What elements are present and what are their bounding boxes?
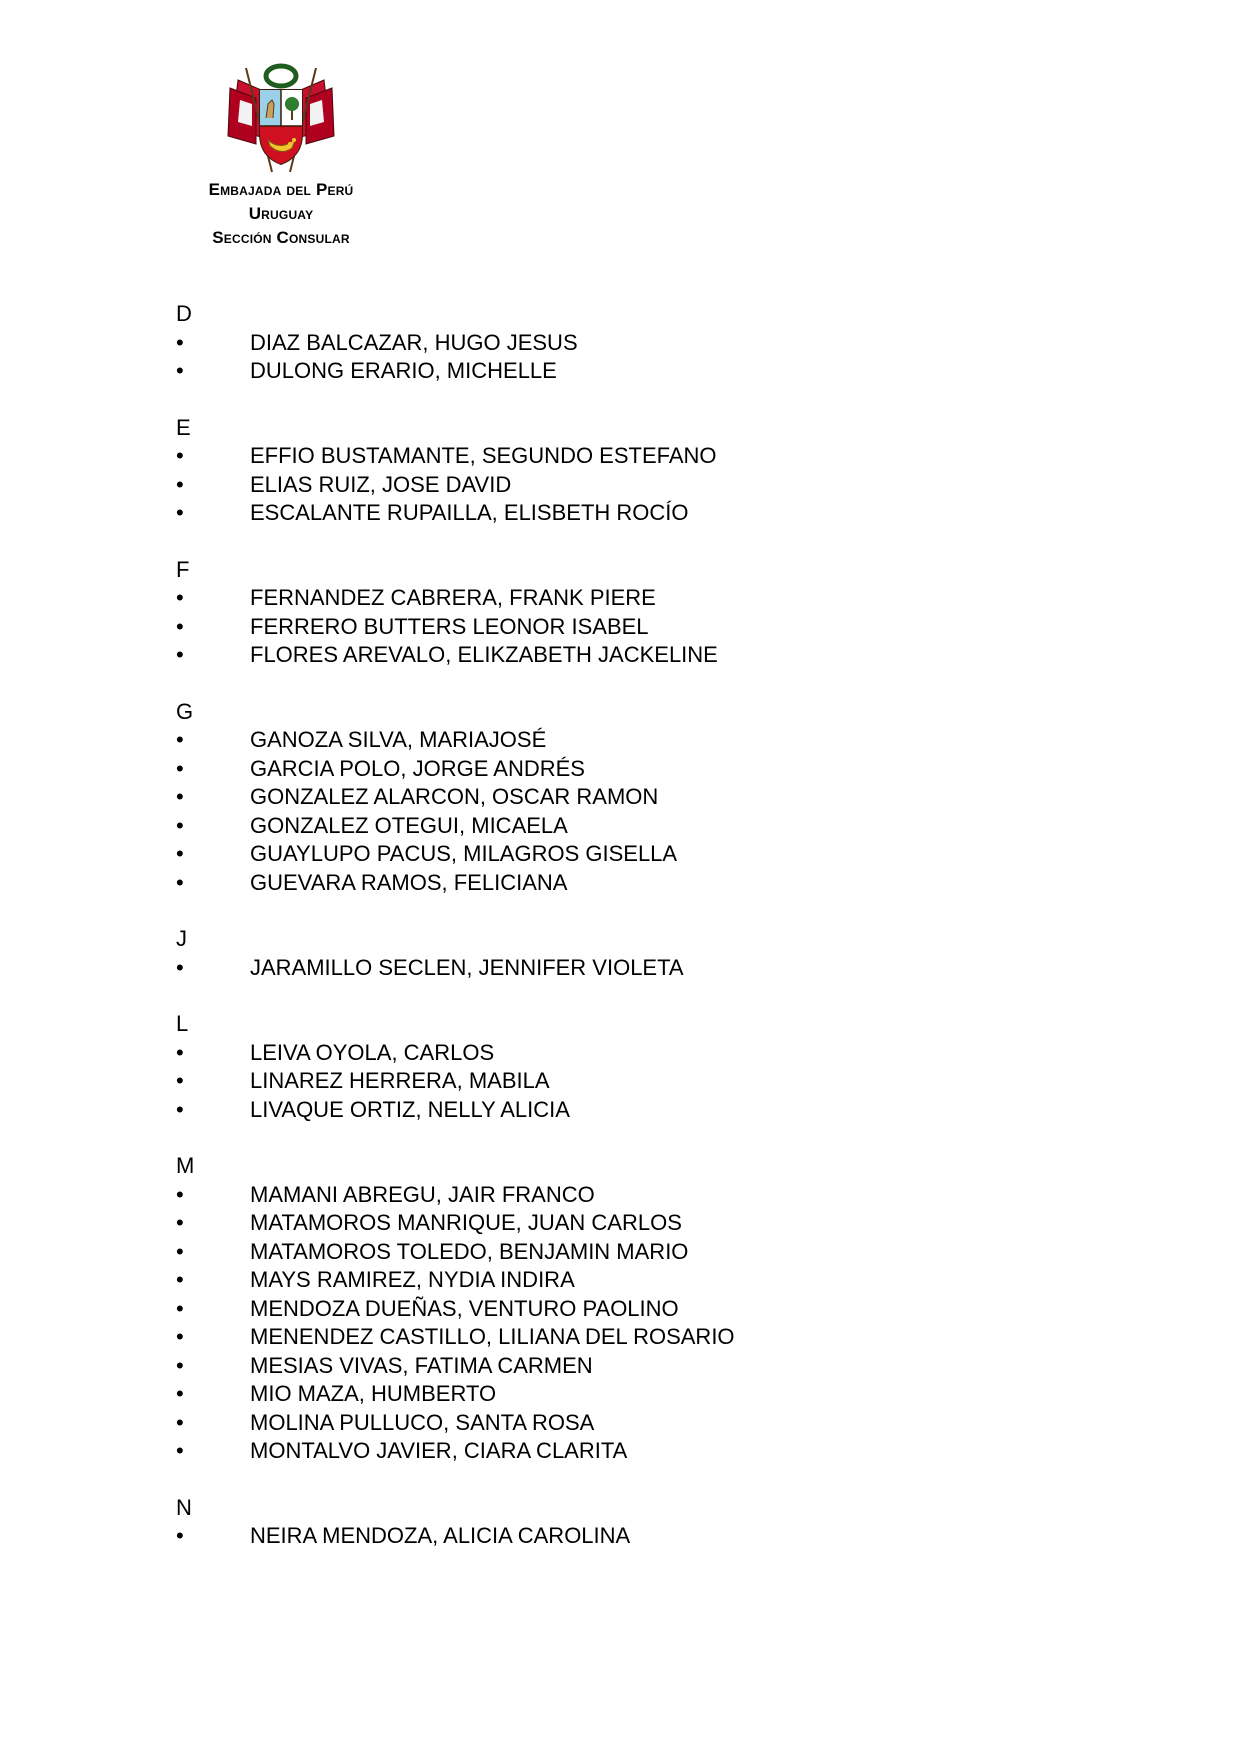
- list-item: [176, 442, 1076, 471]
- embassy-name: Embajada del Perú: [208, 180, 354, 199]
- list-item: [176, 726, 1076, 755]
- list-item: [176, 1437, 1076, 1466]
- consular-section: Sección Consular: [212, 228, 350, 247]
- bullet-icon: •: [176, 841, 184, 866]
- list-item: [176, 1295, 1076, 1324]
- person-name: LINAREZ HERRERA, MABILA: [250, 1068, 550, 1093]
- person-name: MATAMOROS MANRIQUE, JUAN CARLOS: [250, 1210, 682, 1235]
- list-item: [176, 840, 1076, 869]
- bullet-icon: •: [176, 755, 184, 781]
- letter-section-j: [176, 925, 1076, 982]
- bullet-icon: •: [176, 1210, 184, 1235]
- bullet-icon: •: [176, 1295, 184, 1321]
- section-letter: G: [176, 698, 194, 724]
- embassy-country: Uruguay: [248, 204, 314, 223]
- person-name: JARAMILLO SECLEN, JENNIFER VIOLETA: [250, 954, 684, 980]
- section-letter: L: [176, 1011, 189, 1036]
- list-item: [176, 1380, 1076, 1409]
- person-name: GUAYLUPO PACUS, MILAGROS GISELLA: [250, 841, 678, 866]
- bullet-icon: •: [176, 727, 184, 752]
- list-item: [176, 1181, 1076, 1210]
- list-item: [176, 329, 1076, 358]
- person-name: GUEVARA RAMOS, FELICIANA: [250, 869, 568, 895]
- list-item: [176, 1209, 1076, 1238]
- list-item: [176, 1323, 1076, 1352]
- bullet-icon: •: [176, 1181, 184, 1207]
- name-roster: [176, 300, 1076, 1579]
- bullet-icon: •: [176, 1381, 184, 1406]
- list-item: [176, 812, 1076, 841]
- letter-section-f: [176, 556, 1076, 670]
- list-item: [176, 755, 1076, 784]
- person-name: ELIAS RUIZ, JOSE DAVID: [250, 471, 512, 497]
- bullet-icon: •: [176, 1409, 184, 1435]
- bullet-icon: •: [176, 1096, 184, 1122]
- person-name: DIAZ BALCAZAR, HUGO JESUS: [250, 329, 578, 355]
- list-item: [176, 869, 1076, 898]
- bullet-icon: •: [176, 1267, 184, 1292]
- bullet-icon: •: [176, 812, 184, 838]
- person-name: GANOZA SILVA, MARIAJOSÉ: [250, 727, 547, 752]
- bullet-icon: •: [176, 585, 184, 610]
- bullet-icon: •: [176, 869, 184, 895]
- letter-section-l: [176, 1010, 1076, 1124]
- person-name: MENENDEZ CASTILLO, LILIANA DEL ROSARIO: [250, 1324, 735, 1349]
- person-name: MONTALVO JAVIER, CIARA CLARITA: [250, 1438, 628, 1463]
- list-item: [176, 641, 1076, 670]
- person-name: MIO MAZA, HUMBERTO: [250, 1381, 497, 1406]
- list-item: [176, 1522, 1076, 1551]
- person-name: EFFIO BUSTAMANTE, SEGUNDO ESTEFANO: [250, 443, 717, 468]
- bullet-icon: •: [176, 642, 184, 667]
- list-item: [176, 1352, 1076, 1381]
- person-name: MATAMOROS TOLEDO, BENJAMIN MARIO: [250, 1238, 689, 1264]
- person-name: GARCIA POLO, JORGE ANDRÉS: [250, 755, 585, 781]
- person-name: MOLINA PULLUCO, SANTA ROSA: [250, 1409, 595, 1435]
- person-name: MAMANI ABREGU, JAIR FRANCO: [250, 1181, 595, 1207]
- letter-section-d: [176, 300, 1076, 386]
- list-item: [176, 1039, 1076, 1068]
- person-name: MAYS RAMIREZ, NYDIA INDIRA: [250, 1267, 575, 1292]
- section-letter: J: [176, 926, 187, 951]
- person-name: NEIRA MENDOZA, ALICIA CAROLINA: [250, 1523, 631, 1548]
- list-item: [176, 357, 1076, 386]
- list-item: [176, 1238, 1076, 1267]
- peru-coat-of-arms-icon: [226, 60, 336, 178]
- person-name: GONZALEZ OTEGUI, MICAELA: [250, 812, 568, 838]
- bullet-icon: •: [176, 1523, 184, 1548]
- bullet-icon: •: [176, 471, 184, 497]
- bullet-icon: •: [176, 954, 184, 980]
- section-letter: D: [176, 301, 192, 326]
- list-item: [176, 471, 1076, 500]
- list-item: [176, 783, 1076, 812]
- bullet-icon: •: [176, 1438, 184, 1463]
- letter-section-n: [176, 1494, 1076, 1551]
- person-name: FLORES AREVALO, ELIKZABETH JACKELINE: [250, 642, 718, 667]
- list-item: [176, 613, 1076, 642]
- person-name: FERNANDEZ CABRERA, FRANK PIERE: [250, 585, 656, 610]
- bullet-icon: •: [176, 1238, 184, 1264]
- letter-section-e: [176, 414, 1076, 528]
- list-item: [176, 1409, 1076, 1438]
- person-name: DULONG ERARIO, MICHELLE: [250, 358, 557, 383]
- section-letter: M: [176, 1153, 195, 1178]
- bullet-icon: •: [176, 443, 184, 468]
- list-item: [176, 954, 1076, 983]
- person-name: LEIVA OYOLA, CARLOS: [250, 1039, 495, 1065]
- section-letter: E: [176, 414, 191, 440]
- bullet-icon: •: [176, 500, 184, 525]
- person-name: ESCALANTE RUPAILLA, ELISBETH ROCÍO: [250, 500, 689, 525]
- list-item: [176, 1067, 1076, 1096]
- person-name: LIVAQUE ORTIZ, NELLY ALICIA: [250, 1096, 570, 1122]
- list-item: [176, 584, 1076, 613]
- letter-section-g: [176, 698, 1076, 898]
- bullet-icon: •: [176, 1324, 184, 1349]
- list-item: [176, 499, 1076, 528]
- bullet-icon: •: [176, 784, 184, 809]
- bullet-icon: •: [176, 613, 184, 639]
- letter-section-m: [176, 1152, 1076, 1466]
- person-name: GONZALEZ ALARCON, OSCAR RAMON: [250, 784, 659, 809]
- bullet-icon: •: [176, 1352, 184, 1378]
- section-letter: F: [176, 556, 190, 582]
- bullet-icon: •: [176, 329, 184, 355]
- list-item: [176, 1096, 1076, 1125]
- embassy-name-block: [176, 178, 386, 250]
- section-letter: N: [176, 1494, 192, 1520]
- person-name: MENDOZA DUEÑAS, VENTURO PAOLINO: [250, 1295, 679, 1321]
- bullet-icon: •: [176, 358, 184, 383]
- person-name: FERRERO BUTTERS LEONOR ISABEL: [250, 613, 649, 639]
- list-item: [176, 1266, 1076, 1295]
- bullet-icon: •: [176, 1039, 184, 1065]
- bullet-icon: •: [176, 1068, 184, 1093]
- person-name: MESIAS VIVAS, FATIMA CARMEN: [250, 1352, 593, 1378]
